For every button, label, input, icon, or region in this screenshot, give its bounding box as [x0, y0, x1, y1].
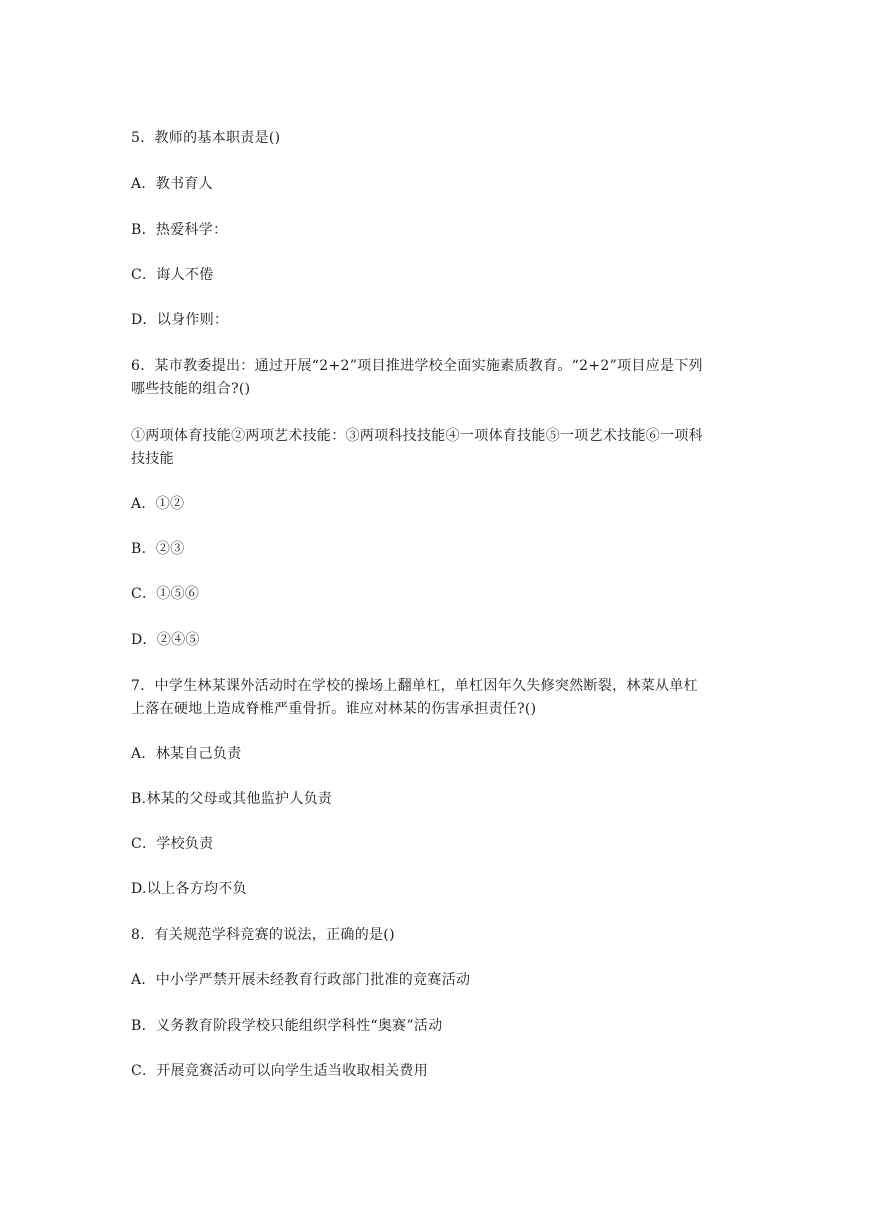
question-7-stem-line-2: 上落在硬地上造成脊椎严重骨折。谁应对林某的伤害承担责任?() — [131, 701, 537, 717]
question-7-option-c: C．学校负责 — [131, 836, 214, 852]
question-5-option-a: A．教书育人 — [131, 176, 213, 192]
question-6-items-line-2: 技技能 — [131, 451, 174, 467]
question-8-option-b: B．义务教育阶段学校只能组织学科性“奥赛”活动 — [131, 1018, 443, 1034]
question-6-option-b: B．②③ — [131, 541, 185, 557]
question-6-stem-line-2: 哪些技能的组合?() — [131, 381, 251, 397]
question-8-stem: 8．有关规范学科竞赛的说法，正确的是() — [131, 927, 395, 943]
question-5-option-b: B．热爱科学： — [131, 222, 228, 238]
question-5-option-c: C．诲人不倦 — [131, 267, 214, 283]
question-7-stem-line-1: 7．中学生林某课外活动时在学校的操场上翻单杠，单杠因年久失修突然断裂，林菜从单杠 — [131, 678, 698, 694]
question-6-option-a: A．①② — [131, 496, 185, 512]
question-8-option-a: A．中小学严禁开展未经教育行政部门批准的竞赛活动 — [131, 972, 471, 988]
question-8-option-c: C．开展竞赛活动可以向学生适当收取相关费用 — [131, 1063, 429, 1079]
question-6-stem-line-1: 6．某市教委提出：通过开展“2+2”项目推进学校全面实施素质教育。“2+2”项目应是下列 — [131, 358, 703, 374]
question-7-option-a: A．林某自己负责 — [131, 746, 242, 762]
question-6-option-c: C．①⑤⑥ — [131, 586, 200, 602]
question-7-option-b: B.林某的父母或其他监护人负责 — [131, 791, 333, 807]
question-5-stem: 5．教师的基本职责是() — [131, 130, 281, 146]
question-6-option-d: D．②④⑤ — [131, 632, 200, 648]
question-6-items-line-1: ①两项体育技能②两项艺术技能：③两项科技技能④一项体育技能⑤一项艺术技能⑥一项科 — [131, 428, 703, 444]
question-7-option-d: D.以上各方均不负 — [131, 881, 247, 897]
question-5-option-d: D．以身作则： — [131, 312, 229, 328]
